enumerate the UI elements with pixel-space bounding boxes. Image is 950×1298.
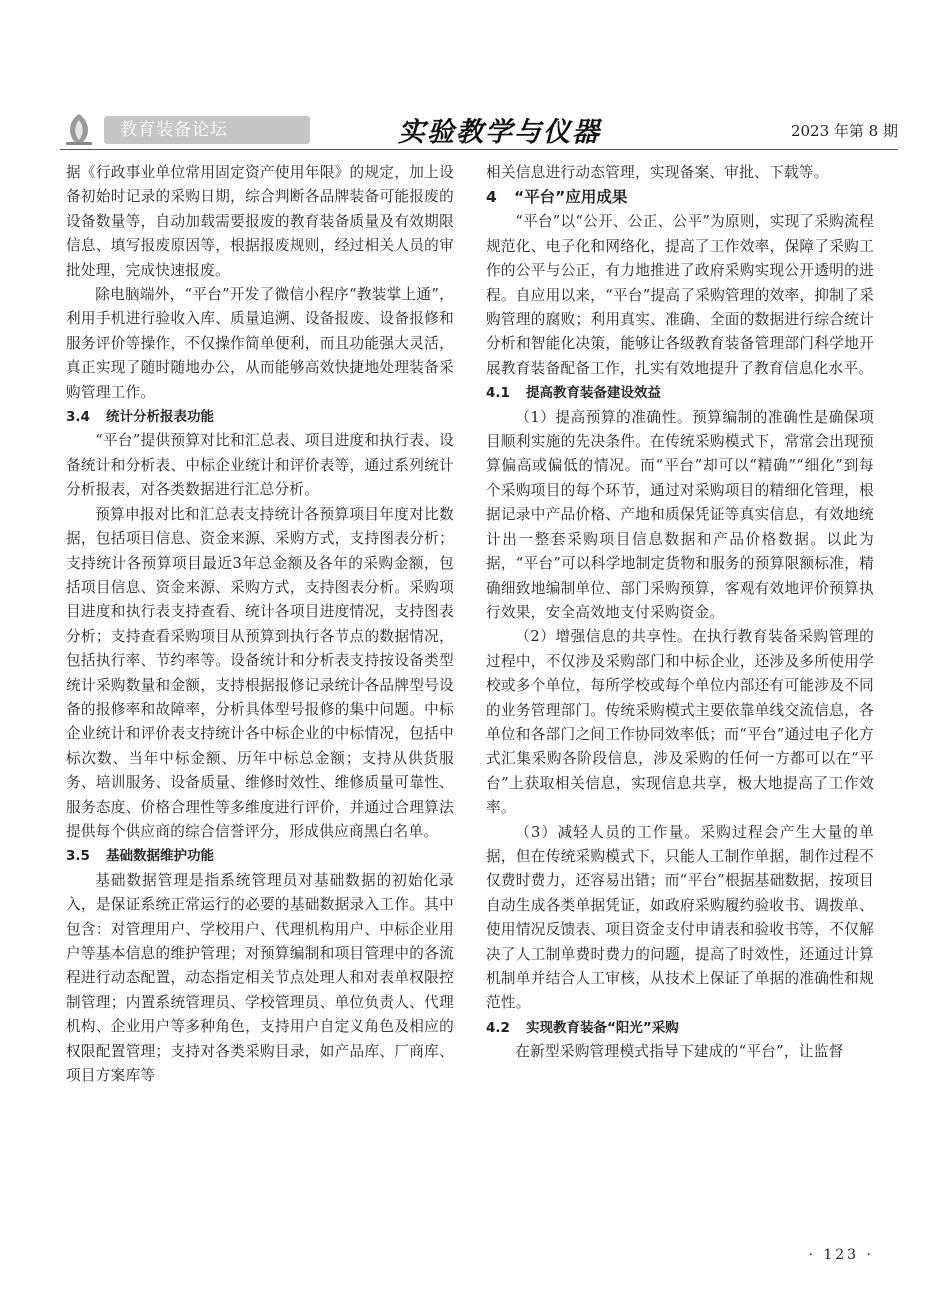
journal-title: 实验教学与仪器 — [398, 117, 601, 148]
heading-title: 基础数据维护功能 — [106, 848, 214, 865]
paragraph: （3）减轻人员的工作量。采购过程会产生大量的单据，但在传统采购模式下，只能人工制作单据，制作过程不仅费时费力，还容易出错；而“平台”根据基础数据，按项目自动生成各类单据凭证，如政府采购履约验收书、调拨单、使用情况反馈表、项目资金支付申请表和验收书等，不仅解决了人工制单费时费力的问题，提高了时效性，还通过计算机制单并结合人工审核，从技术上保证了单据的准确性和规范性。 — [486, 823, 874, 1012]
heading-number: 4 — [486, 188, 497, 207]
heading-title: 统计分析报表功能 — [106, 409, 214, 426]
heading-number: 4.1 — [486, 385, 510, 402]
section-heading-4 — [486, 185, 874, 210]
heading-number: 3.4 — [66, 409, 90, 426]
left-column — [66, 161, 454, 1088]
issue-label: 2023 年第 8 期 — [790, 122, 898, 140]
journal-logo-icon — [64, 112, 94, 146]
heading-title: 提高教育装备建设效益 — [526, 385, 661, 402]
paragraph: 基础数据管理是指系统管理员对基础数据的初始化录入，是保证系统正常运行的必要的基础数据录入工作。其中包含：对管理用户、学校用户、代理机构用户、中标企业用户等基本信息的维护管理；对预算编制和项目管理中的各流程进行动态配置，动态指定相关节点处理人和对表单权限控制管理；内置系统管理员、学校管理员、单位负责人、代理机构、企业用户等多种角色，支持用户自定义角色及相应的权限配置管理；支持对各类采购目录，如产品库、厂商库、项目方案库等 — [66, 871, 454, 1085]
paragraph: 相关信息进行动态管理，实现备案、审批、下载等。 — [486, 164, 829, 181]
heading-title: “平台”应用成果 — [514, 188, 628, 207]
paragraph: 预算申报对比和汇总表支持统计各预算项目年度对比数据，包括项目信息、资金来源、采购方式，支持图表分析；支持统计各预算项目最近3年总金额及各年的采购金额，包括项目信息、资金来源、采购方式，支持图表分析。采购项目进度和执行表支持查看、统计各项目进度情况，支持图表分析；支持查看采购项目从预算到执行各节点的数据情况，包括执行率、节约率等。设备统计和分析表支持按设备类型统计采购数量和金额，支持根据报修记录统计各品牌型号设备的报修率和故障率，分析具体型号报修的集中问题。中标企业统计和评价表支持统计各中标企业的中标情况，包括中标次数、当年中标金额、历年中标总金额；支持从供货服务、培训服务、设备质量、维修时效性、维修质量可靠性、服务态度、价格合理性等多维度进行评价，并通过合理算法提供每个供应商的综合信誉评分，形成供应商黑白名单。 — [66, 505, 454, 840]
heading-title: 实现教育装备“阳光”采购 — [526, 1019, 679, 1036]
section-label: 教育装备论坛 — [104, 116, 310, 144]
section-heading-3-5 — [66, 844, 454, 868]
section-heading-4-1 — [486, 381, 874, 405]
heading-number: 3.5 — [66, 848, 90, 865]
right-column — [486, 161, 874, 1065]
paragraph: （2）增强信息的共享性。在执行教育装备采购管理的过程中，不仅涉及采购部门和中标企业，还涉及多所使用学校或多个单位，每所学校或每个单位内部还有可能涉及不同的业务管理部门。传统采购模式主要依靠单线交流信息，各单位和各部门之间工作协同效率低；而“平台”通过电子化方式汇集采购各阶段信息，涉及采购的任何一方都可以在“平台”上获取相关信息，实现信息共享，极大地提高了工作效率。 — [486, 628, 874, 817]
paragraph: 除电脑端外，“平台”开发了微信小程序“教装掌上通”，利用手机进行验收入库、质量追溯、设备报废、设备报修和服务评价等操作，不仅操作简单便利，而且功能强大灵活，真正实现了随时随地办公，从而能够高效快捷地处理装备采购管理工作。 — [66, 286, 454, 401]
paragraph: （1）提高预算的准确性。预算编制的准确性是确保项目顺利实施的先决条件。在传统采购模式下，常常会出现预算偏高或偏低的情况。而“平台”却可以“精确”“细化”到每个采购项目的每个环节，通过对采购项目的精细化管理，根据记录中产品价格、产地和质保凭证等真实信息，有效地统计出一整套采购项目信息数据和产品价格数据。以此为据，“平台”可以科学地制定货物和服务的预算限额标准，精确细致地编制单位、部门采购预算，客观有效地评价预算执行效果，安全高效地支付采购资金。 — [486, 408, 874, 621]
heading-number: 4.2 — [486, 1019, 510, 1036]
paragraph: 在新型采购管理模式指导下建成的“平台”，让监督 — [515, 1043, 844, 1061]
paragraph: “平台”提供预算对比和汇总表、项目进度和执行表、设备统计和分析表、中标企业统计和评价表等，通过系列统计分析报表，对各类数据进行汇总分析。 — [66, 432, 454, 499]
paragraph: “平台”以“公开、公正、公平”为原则，实现了采购流程规范化、电子化和网络化，提高了工作效率，保障了采购工作的公平与公正，有力地推进了政府采购实现公开透明的进程。自应用以来，“平台”提高了采购管理的效率，抑制了采购管理的腐败；利用真实、准确、全面的数据进行综合统计分析和智能化决策，能够让各级教育装备管理部门科学地开展教育装备配备工作，扎实有效地提升了教育信息化水平。 — [486, 213, 874, 377]
page-header — [60, 108, 898, 148]
section-heading-4-2 — [486, 1016, 874, 1040]
section-heading-3-4 — [66, 405, 454, 429]
header-rule — [60, 149, 898, 150]
paragraph: 据《行政事业单位常用固定资产使用年限》的规定，加上设备初始时记录的采购日期，综合判断各品牌装备可能报废的设备数量等，自动加载需要报废的教育装备质量及有效期限信息、填写报废原因等，根据报废规则，经过相关人员的审批处理，完成快速报废。 — [66, 164, 454, 279]
page-number: · 123 · — [808, 1247, 874, 1263]
